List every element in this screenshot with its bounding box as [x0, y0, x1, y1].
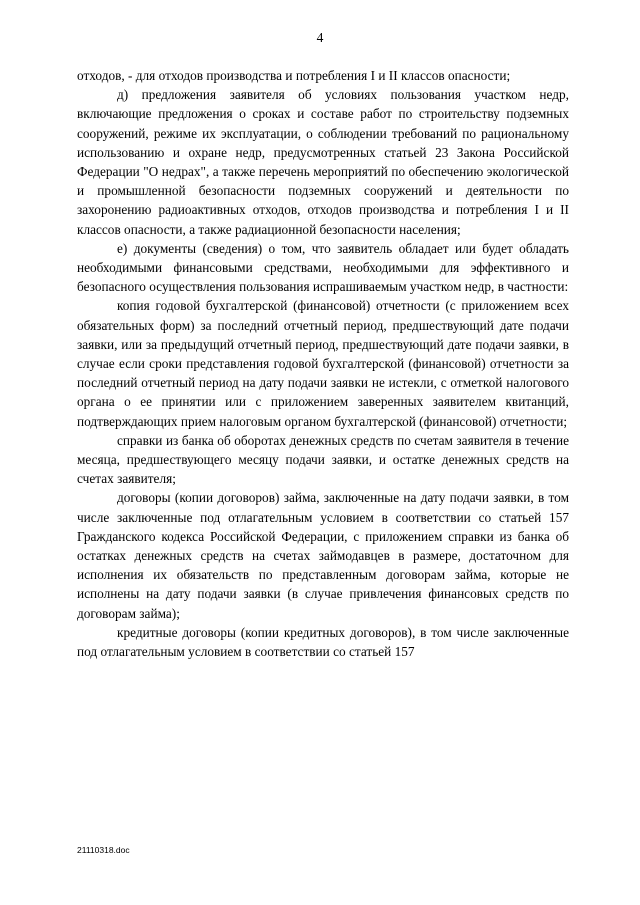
paragraph-continuation: отходов, - для отходов производства и потребления I и II классов опасности;	[77, 68, 511, 83]
paragraph-item-e: е) документы (сведения) о том, что заявитель обладает или будет обладать необходимыми финансовыми средствами, необходимыми для эффективного и безопасного осуществления пользования испрашиваемым участком недр, в частности:	[77, 240, 569, 295]
paragraph-item-d: д) предложения заявителя об условиях пользования участком недр, включающие предложения о сроках и составе работ по строительству подземных сооружений, режиме их эксплуатации, о соблюдении требований по рациональному использованию и охране недр, предусмотренных статьей 23 Закона Российской Федерации "О недрах", а также перечень мероприятий по обеспечению экологической и промышленной безопасности подземных сооружений и деятельности по захоронению радиоактивных отходов, отходов производства и потребления I и II классов опасности, а также радиационной безопасности населения;	[77, 87, 569, 237]
footer-file-name: 21110318.doc	[77, 845, 130, 855]
paragraph-loan-agreements: договоры (копии договоров) займа, заключенные на дату подачи заявки, в том числе заключенные под отлагательным условием в соответствии со статьей 157 Гражданского кодекса Российской Федерации, с приложением справки из банка об остатках денежных средств на счетах займодавцев в размере, достаточном для исполнения их обязательств по представленным договорам займа, которые не исполнены на дату подачи заявки (в случае привлечения финансовых средств по договорам займа);	[77, 490, 569, 621]
paragraph-credit-agreements: кредитные договоры (копии кредитных договоров), в том числе заключенные под отлагательным условием в соответствии со статьей 157	[77, 624, 569, 660]
document-body	[77, 66, 569, 661]
paragraph-bank-statements: справки из банка об оборотах денежных средств по счетам заявителя в течение месяца, предшествующего месяцу подачи заявки, и остатке денежных средств на счетах заявителя;	[77, 432, 569, 487]
paragraph-financial-statements: копия годовой бухгалтерской (финансовой) отчетности (с приложением всех обязательных форм) за последний отчетный период, предшествующий дате подачи заявки, или за предыдущий отчетный период, предшествующий дате подачи заявки, в случае если сроки представления годовой бухгалтерской (финансовой) отчетности за последний отчетный период на дату подачи заявки не истекли, с отметкой налогового органа о ее принятии или с приложением заверенных заявителем квитанций, подтверждающих прием налоговым органом бухгалтерской (финансовой) отчетности;	[77, 298, 569, 429]
page-number: 4	[316, 30, 324, 45]
